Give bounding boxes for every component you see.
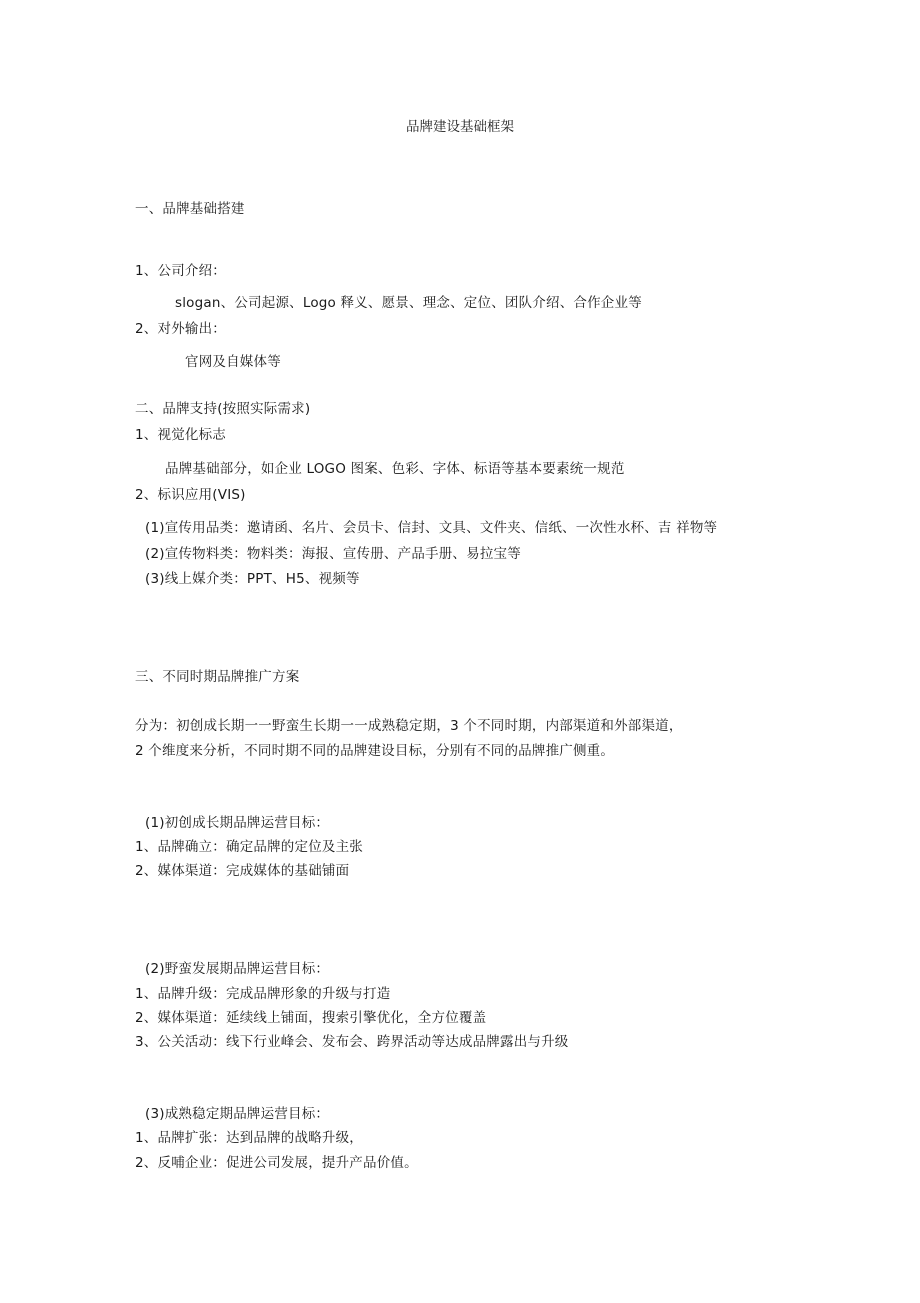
section2-sub3: (3)线上媒介类：PPT、H5、视频等 [145,571,360,587]
document-title: 品牌建设基础框架 [406,119,514,135]
section3-intro-line2: 2 个维度来分析，不同时期不同的品牌建设目标，分别有不同的品牌推广侧重。 [135,743,615,759]
section2-item1-label: 1、视觉化标志 [135,427,226,443]
section2-item1-detail: 品牌基础部分，如企业 LOGO 图案、色彩、字体、标语等基本要素统一规范 [165,461,625,477]
phase2-item: 1、品牌升级：完成品牌形象的升级与打造 [135,986,391,1002]
section2-sub1: (1)宣传用品类：邀请函、名片、会员卡、信封、文具、文件夹、信纸、一次性水杯、吉 祥物等 [145,520,718,536]
section1-item1-detail: slogan、公司起源、Logo 释义、愿景、理念、定位、团队介绍、合作企业等 [175,295,642,311]
phase2-heading: (2)野蛮发展期品牌运营目标： [145,961,330,977]
section1-item1-label: 1、公司介绍： [135,263,226,279]
phase3-item: 1、品牌扩张：达到品牌的战略升级， [135,1130,363,1146]
phase1-item: 2、媒体渠道：完成媒体的基础铺面 [135,863,350,879]
section2-heading: 二、品牌支持(按照实际需求) [135,401,311,417]
phase3-item: 2、反哺企业：促进公司发展，提升产品价值。 [135,1155,418,1171]
phase1-item: 1、品牌确立：确定品牌的定位及主张 [135,839,363,855]
section2-sub2: (2)宣传物料类：物料类：海报、宣传册、产品手册、易拉宝等 [145,546,521,562]
section1-heading: 一、品牌基础搭建 [135,201,245,217]
section1-item2-label: 2、对外输出： [135,321,226,337]
phase2-item: 3、公关活动：线下行业峰会、发布会、跨界活动等达成品牌露出与升级 [135,1034,569,1050]
section3-intro-line1: 分为：初创成长期一一野蛮生长期一一成熟稳定期，3 个不同时期，内部渠道和外部渠道， [135,718,683,734]
section2-item2-label: 2、标识应用(VIS) [135,487,246,503]
phase2-item: 2、媒体渠道：延续线上铺面，搜索引擎优化，全方位覆盖 [135,1010,487,1026]
phase3-heading: (3)成熟稳定期品牌运营目标： [145,1106,330,1122]
section1-item2-detail: 官网及自媒体等 [185,354,281,370]
section3-heading: 三、不同时期品牌推广方案 [135,669,300,685]
phase1-heading: (1)初创成长期品牌运营目标： [145,815,330,831]
